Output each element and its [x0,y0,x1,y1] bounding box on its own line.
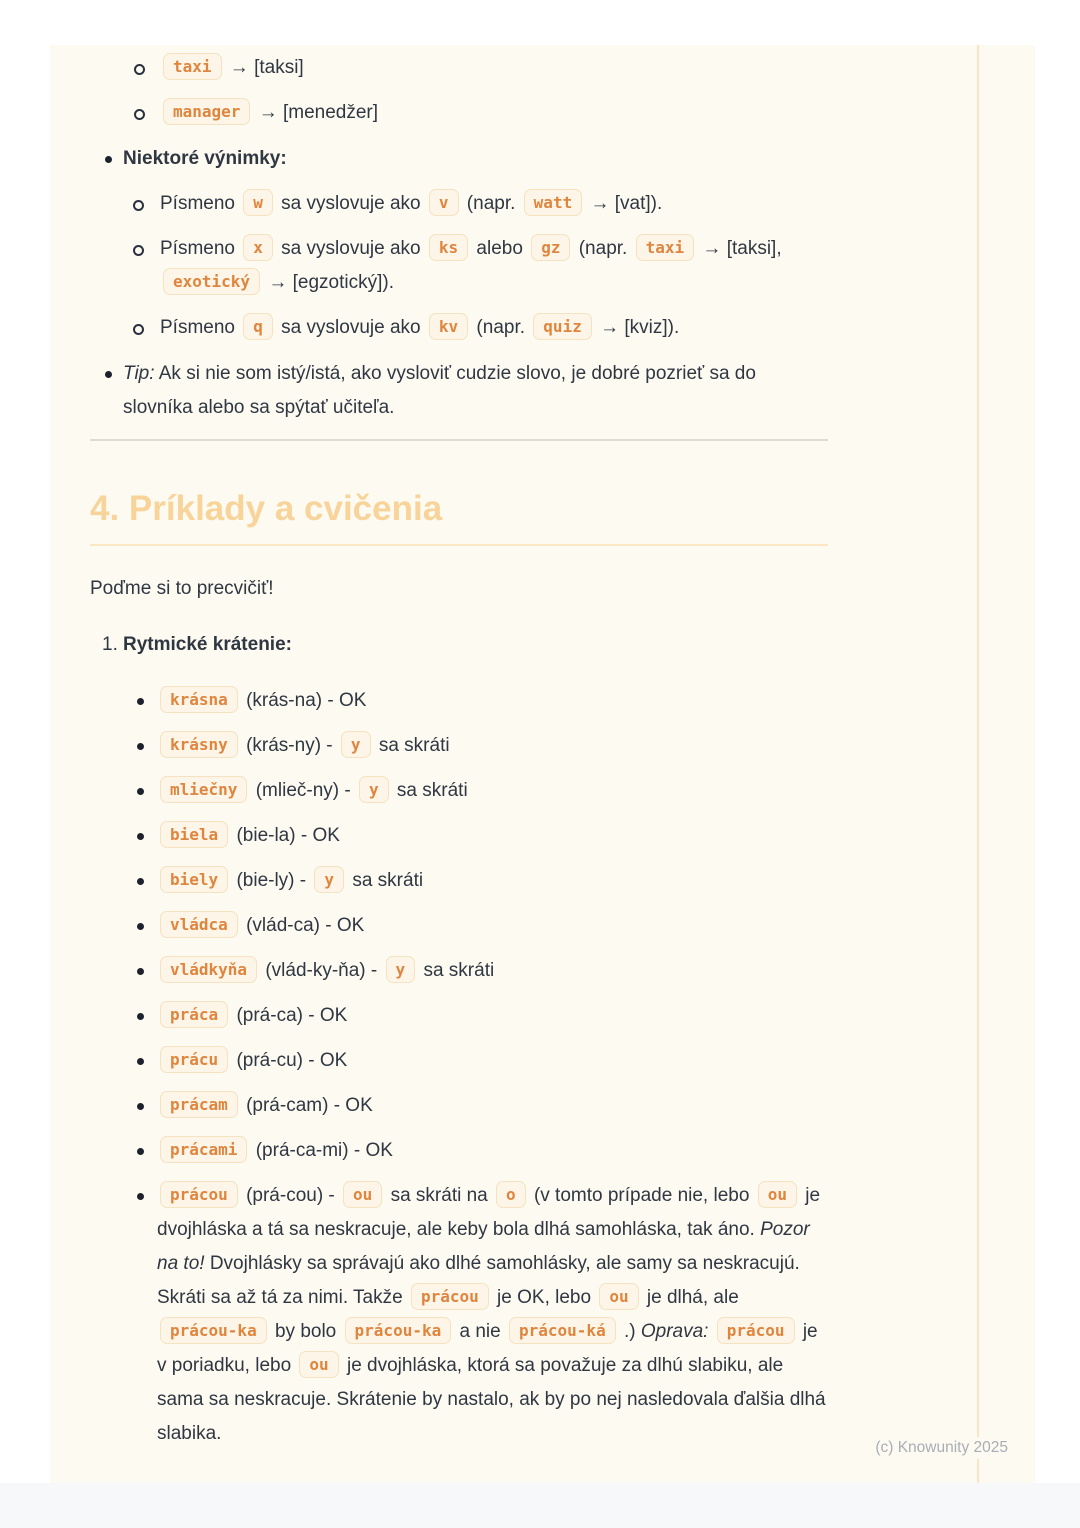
inline-code-chip: quiz [533,313,592,340]
example-item: krásny (krás-ny) - y sa skráti [90,729,828,763]
example-item: mliečny (mlieč-ny) - y sa skráti [90,774,828,808]
section-heading: 4. Príklady a cvičenia [90,487,828,546]
italic-text: Pozor na to! [157,1219,810,1274]
example-item: prácu (prá-cu) - OK [90,1044,828,1078]
inline-code-chip: biely [160,866,228,893]
inline-code-chip: krásny [160,731,238,758]
document-content [90,51,828,1451]
inline-code-chip: kv [429,313,468,340]
example-item: krásna (krás-na) - OK [90,684,828,718]
inline-code-chip: mliečny [160,776,247,803]
inline-code-chip: x [243,234,273,261]
inline-code-chip: y [341,731,371,758]
inline-code-chip: prácami [160,1136,247,1163]
examples-list [90,684,828,1451]
inline-code-chip: ks [429,234,468,261]
tip-item: Tip: Ak si nie som istý/istá, ako vysloviť cudzie slovo, je dobré pozrieť sa do slovníka alebo sa spýtať učiteľa. [90,357,828,425]
lead-paragraph: Poďme si to precvičiť! [90,578,274,599]
inline-code-chip: vládca [160,911,238,938]
list-item: taxi → [taksi] [90,51,828,85]
inline-code-chip: y [386,956,416,983]
example-item: prácami (prá-ca-mi) - OK [90,1134,828,1168]
intro-sublist [90,51,828,130]
footer-copyright: (c) Knowunity 2025 [873,1437,1010,1459]
inline-code-chip: v [429,189,459,216]
exceptions-list [90,142,828,345]
italic-text: Oprava: [640,1321,709,1342]
list-item: Písmeno q sa vyslovuje ako kv (napr. quiz → [kviz]). [123,311,828,345]
inline-code-chip: y [314,866,344,893]
example-item: biely (bie-ly) - y sa skráti [90,864,828,898]
inline-code-chip: prácu [160,1046,228,1073]
inline-code-chip: ou [599,1283,638,1310]
section-divider [90,439,828,441]
inline-code-chip: o [496,1181,526,1208]
list-item: manager → [menedžer] [90,96,828,130]
inline-code-chip: krásna [160,686,238,713]
inline-code-chip: q [243,313,273,340]
inline-code-chip: exotický [163,268,260,295]
inline-code-chip: práca [160,1001,228,1028]
list-item: Písmeno w sa vyslovuje ako v (napr. watt → [vat]). [123,187,828,221]
example-item: vládca (vlád-ca) - OK [90,909,828,943]
document-card [50,45,1035,1483]
inline-code-chip: prácou [717,1317,795,1344]
inline-code-chip: prácou-ka [345,1317,452,1344]
right-accent-line [977,45,979,1483]
inline-code-chip: prácam [160,1091,238,1118]
inline-code-chip: taxi [163,53,222,80]
inline-code-chip: gz [531,234,570,261]
inline-code-chip: biela [160,821,228,848]
example-item: vládkyňa (vlád-ky-ňa) - y sa skráti [90,954,828,988]
exercise-number: 1. [102,634,118,655]
inline-code-chip: y [359,776,389,803]
italic-text: Tip: [123,363,155,384]
tip-list [90,357,828,425]
bottom-strip [0,1483,1080,1528]
inline-code-chip: ou [758,1181,797,1208]
inline-code-chip: manager [163,98,250,125]
inline-code-chip: prácou-ka [160,1317,267,1344]
list-item: Písmeno x sa vyslovuje ako ks alebo gz (napr. taxi → [taksi], exotický → [egzotický]). [123,232,828,300]
inline-code-chip: vládkyňa [160,956,257,983]
exercise-heading [90,628,828,662]
inline-code-chip: ou [299,1351,338,1378]
inline-code-chip: watt [524,189,583,216]
inline-code-chip: prácou-ká [509,1317,616,1344]
example-item: práca (prá-ca) - OK [90,999,828,1033]
inline-code-chip: prácou [160,1181,238,1208]
example-item: prácam (prá-cam) - OK [90,1089,828,1123]
exceptions-title: Niektoré výnimky: [123,148,287,169]
exceptions-sublist [123,187,828,345]
inline-code-chip: w [243,189,273,216]
exercise-title: Rytmické krátenie: [123,634,292,655]
list-item [90,142,828,345]
inline-code-chip: taxi [636,234,695,261]
example-item: prácou (prá-cou) - ou sa skráti na o (v tomto prípade nie, lebo ou je dvojhláska a tá sa neskracuje, ale keby bola dlhá samohláska, tak áno. Pozor na to! Dvojhlásky sa správajú ako dlhé samohlásky, ale samy sa neskracujú. Skráti sa až tá za nimi. Takže prácou je OK, lebo ou je dlhá, ale prácou-ka by bolo prácou-ka a nie prácou-ká .) Oprava: prácou je v poriadku, lebo ou je dvojhláska, ktorá sa považuje za dlhú slabiku, ale sama sa neskracuje. Skrátenie by nastalo, ak by po nej nasledovala ďalšia dlhá slabika. [90,1179,828,1451]
inline-code-chip: prácou [411,1283,489,1310]
inline-code-chip: ou [343,1181,382,1208]
example-item: biela (bie-la) - OK [90,819,828,853]
